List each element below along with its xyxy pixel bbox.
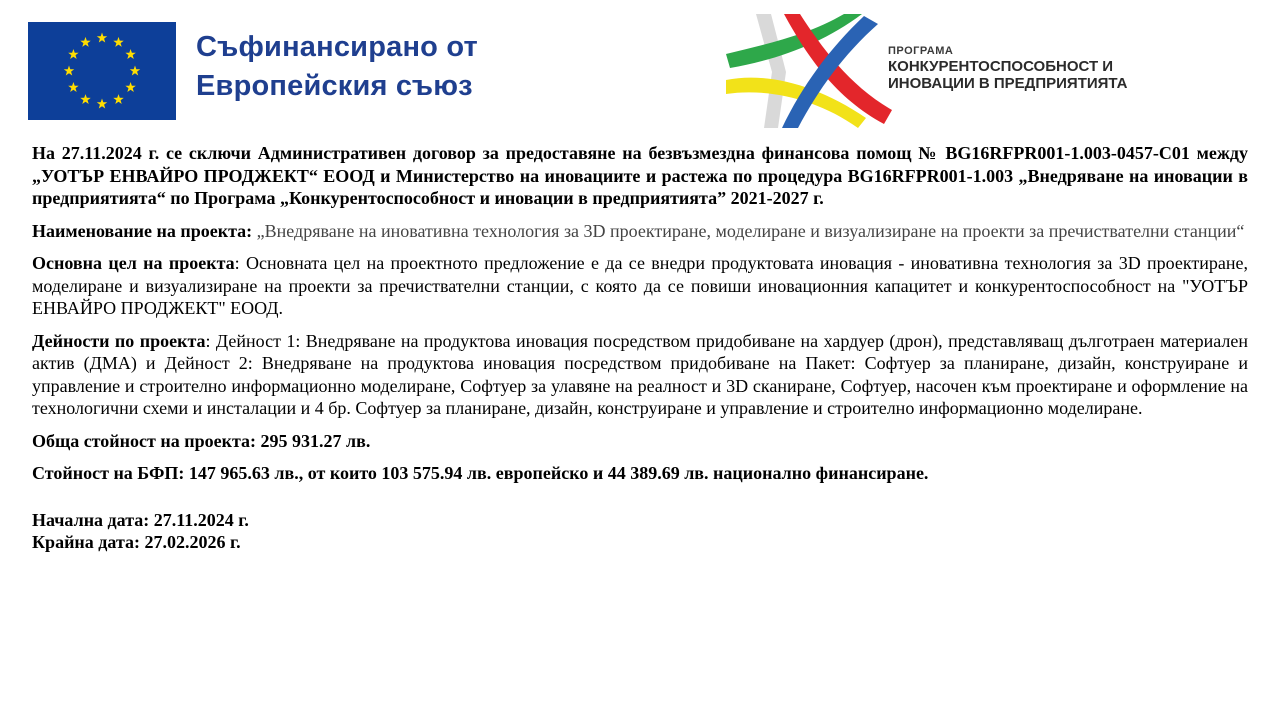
start-date: Начална дата: 27.11.2024 г. (32, 509, 249, 530)
project-activities-label: Дейности по проекта (32, 330, 206, 351)
bfp-value-paragraph (32, 462, 1248, 485)
project-total-value: Обща стойност на проекта: 295 931.27 лв. (32, 430, 371, 451)
eu-logo-text (196, 28, 478, 106)
program-logo (726, 14, 1206, 128)
project-goal-value: : Основната цел на проектното предложение е да се внедри продуктовата иновация - иновативна технология за 3D проектиране, моделиране и визуализиране на проекти за пречиствателни станции, с която да се повиши иновационния капацитет и конкурентоспособност на "УОТЪР ЕНВАЙРО ПРОДЖЕКТ" ЕООД. (32, 253, 1248, 318)
program-title-line2: ИНОВАЦИИ В ПРЕДПРИЯТИЯТА (888, 75, 1128, 92)
bfp-label: Стойност на БФП (32, 463, 179, 483)
project-goal-label: Основна цел на проекта (32, 253, 235, 273)
eu-flag-icon (28, 22, 176, 120)
project-goal-paragraph (32, 252, 1248, 320)
eu-cofunded-logo (28, 22, 528, 120)
end-date: Крайна дата: 27.02.2026 г. (32, 532, 241, 552)
contract-intro: На 27.11.2024 г. се сключи Административен договор за предоставяне на безвъзмездна финансова помощ № BG16RFPR001-1.003-0457-С01 между „УОТЪР ЕНВАЙРО ПРОДЖЕКТ“ ЕООД и Министерство на иновациите и растежа по процедура BG16RFPR001-1.003 „Внедряване на иновации в предприятията“ по Програма „Конкурентоспособност и иновации в предприятията” 2021-2027 г. (32, 143, 1248, 208)
eu-logo-line2: Европейския съюз (196, 70, 473, 102)
program-label: ПРОГРАМА (888, 45, 954, 57)
program-logo-text (888, 44, 1128, 92)
program-title-line1: КОНКУРЕНТОСПОСОБНОСТ И (888, 58, 1114, 75)
spacer (32, 495, 1248, 509)
program-ribbons-icon (726, 14, 892, 128)
project-activities-paragraph (32, 330, 1248, 420)
project-name-paragraph (32, 220, 1248, 243)
project-description (32, 142, 1248, 554)
project-activities-value: : Дейност 1: Внедряване на продуктова иновация посредством придобиване на хардуер (дрон), представляващ дълготраен материален актив (ДМА) и Дейност 2: Внедряване на продуктова иновация посредством придобиване на Пакет: Софтуер за планиране, дизайн, конструиране и управление и строително информационно моделиране, Софтуер за улавяне на реалност и 3D сканиране, Софтуер, насочен към проектиране и оформление на технологични схеми и инсталации и 4 бр. Софтуер за планиране, дизайн, конструиране и управление и строително информационно моделиране. (32, 330, 1248, 418)
project-name-label: Наименование на проекта: (32, 220, 253, 241)
project-name-value: „Внедряване на иновативна технология за 3D проектиране, моделиране и визуализиране на проекти за пречиствателни станции“ (252, 220, 1245, 241)
eu-logo-line1: Съфинансирано от (196, 31, 478, 63)
bfp-value: : 147 965.63 лв., от които 103 575.94 лв. европейско и 44 389.69 лв. национално финансиране. (178, 463, 929, 483)
